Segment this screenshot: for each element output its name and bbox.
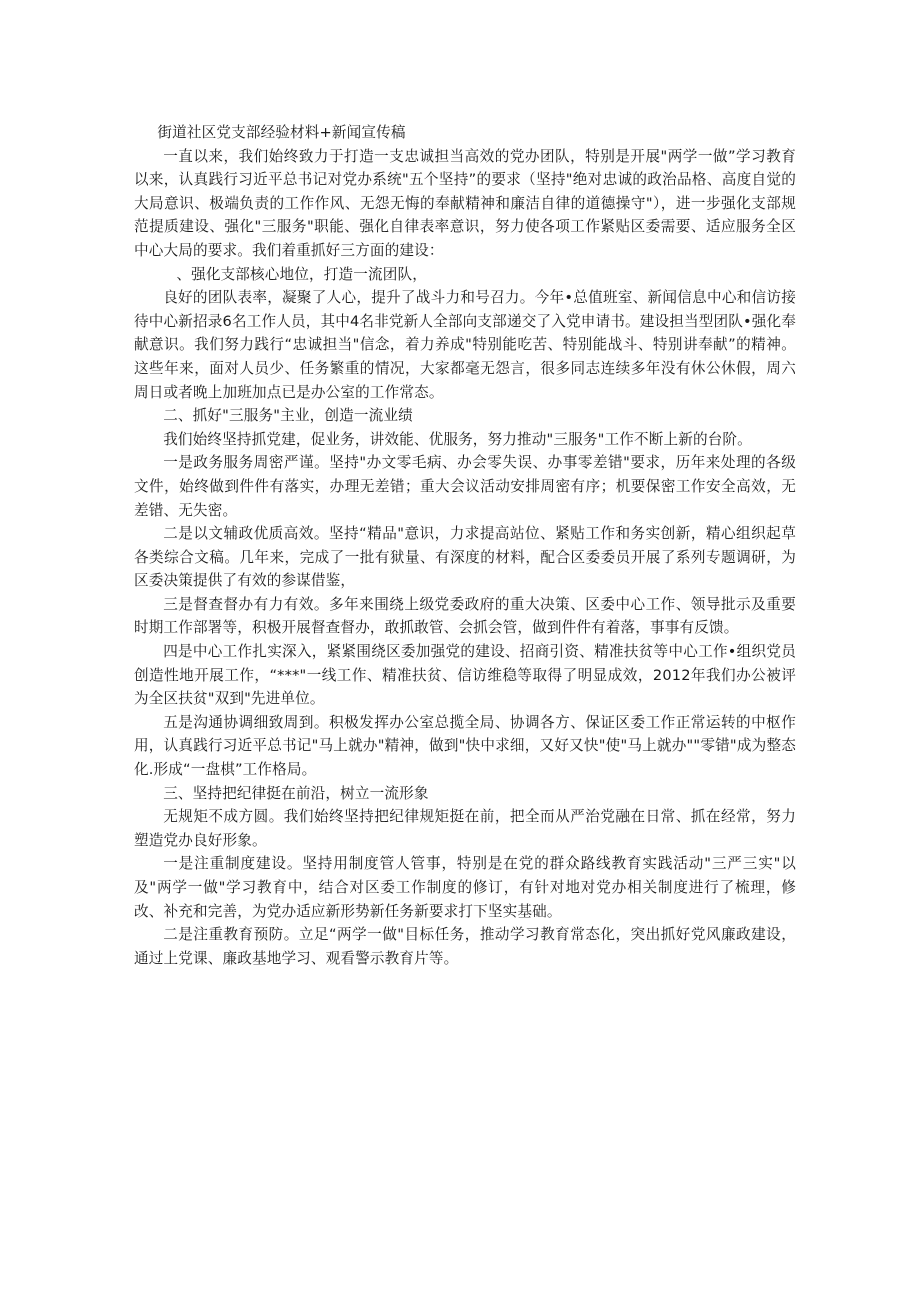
intro-paragraph: 一直以来，我们始终致力于打造一支忠诚担当高效的党办团队，特别是开展"两学一做”学习教育以来，认真践行习近平总书记对党办系统"五个坚持”的要求（坚持"绝对忠诚的政治品格、高度自觉的大局意识、极端负责的工作作风、无怨无悔的奉献精神和廉洁自律的道德操守"），进一步强化支部规范提质建设、强化"三服务"职能、强化自律表率意识，努力使各项工作紧贴区委需要、适应服务全区中心大局的要求。我们着重抓好三方面的建设： (134, 147, 796, 259)
body-paragraph: 无规矩不成方圆。我们始终坚持把纪律规矩挺在前，把全而从严治党融在日常、抓在经常，努力塑造党办良好形象。 (134, 808, 796, 849)
body-paragraph: 二是以文辅政优质高效。坚持“精品"意识，力求提高站位、紧贴工作和务实创新，精心组织起草各类综合文稿。几年来，完成了一批有狱量、有深度的材料，配合区委委员开展了系列专题调研，为区委决策提供了有效的参谋借鉴， (134, 525, 796, 590)
section-heading-3: 三、坚持把纪律挺在前沿，树立一流形象 (163, 784, 429, 802)
body-paragraph: 三是督查督办有力有效。多年来围绕上级党委政府的重大决策、区委中心工作、领导批示及重要时期工作部署等，积极开展督查督办，敢抓敢管、会抓会管，做到件件有着落，事事有反馈。 (134, 595, 796, 637)
section-heading-2: 二、抓好"三服务"主业，创造一流业绩 (163, 407, 413, 425)
document-body (134, 121, 796, 970)
document-title: 街道社区党支部经验材料+新闻宣传稿 (157, 124, 406, 141)
body-paragraph: 五是沟通协调细致周到。积极发挥办公室总揽全局、协调各方、保证区委工作正常运转的中枢作用，认真践行习近平总书记"马上就办"精神，做到"快中求细，又好又快"使"马上就办""零错"成为整态化.形成“一盘棋”工作格局。 (134, 713, 796, 779)
body-paragraph: 我们始终坚持抓党建，促业务，讲效能、优服务，努力推动"三服务"工作不断上新的台阶。 (163, 430, 752, 448)
body-paragraph: 良好的团队表率，凝聚了人心，提升了战斗力和号召力。今年•总值班室、新闻信息中心和信访接待中心新招录6名工作人员，其中4名非党新人全部向支部递交了入党申请书。建设担当型团队•强化奉献意识。我们努力践行“忠诚担当"信念，着力养成"特别能吃苦、特别能战斗、特别讲奉献”的精神。这些年来，面对人员少、任务繁重的情况，大家都毫无怨言，很多同志连续多年没有休公休假，周六周日或者晚上加班加点已是办公室的工作常态。 (134, 289, 796, 401)
body-paragraph: 二是注重教育预防。立足“两学一做"目标任务，推动学习教育常态化，突出抓好党风廉政建设，通过上党课、廉政基地学习、观看警示教育片等。 (134, 926, 796, 967)
body-paragraph: 四是中心工作扎实深入，紧紧围绕区委加强党的建设、招商引资、精准扶贫等中心工作•组织党员创造性地开展工作，“***"一线工作、精准扶贫、信访维稳等取得了明显成效，2012年我们办公被评为全区扶贫"双到"先进单位。 (134, 643, 796, 708)
body-paragraph: 一是政务服务周密严谨。坚持"办文零毛病、办会零失误、办事零差错"要求，历年来处理的各级文件，始终做到件件有落实，办理无差错；重大会议活动安排周密有序；机要保密工作安全高效，无差错、无失密。 (134, 454, 796, 519)
body-paragraph: 一是注重制度建设。坚持用制度管人管事，特别是在党的群众路线教育实践活动"三严三实"以及"两学一做"学习教育中，结合对区委工作制度的修订，有针对地对党办相关制度进行了梳理，修改、补充和完善，为党办适应新形势新任务新要求打下坚实基础。 (134, 855, 796, 920)
section-heading-1: 、强化支部核心地位，打造一流团队， (176, 265, 427, 283)
